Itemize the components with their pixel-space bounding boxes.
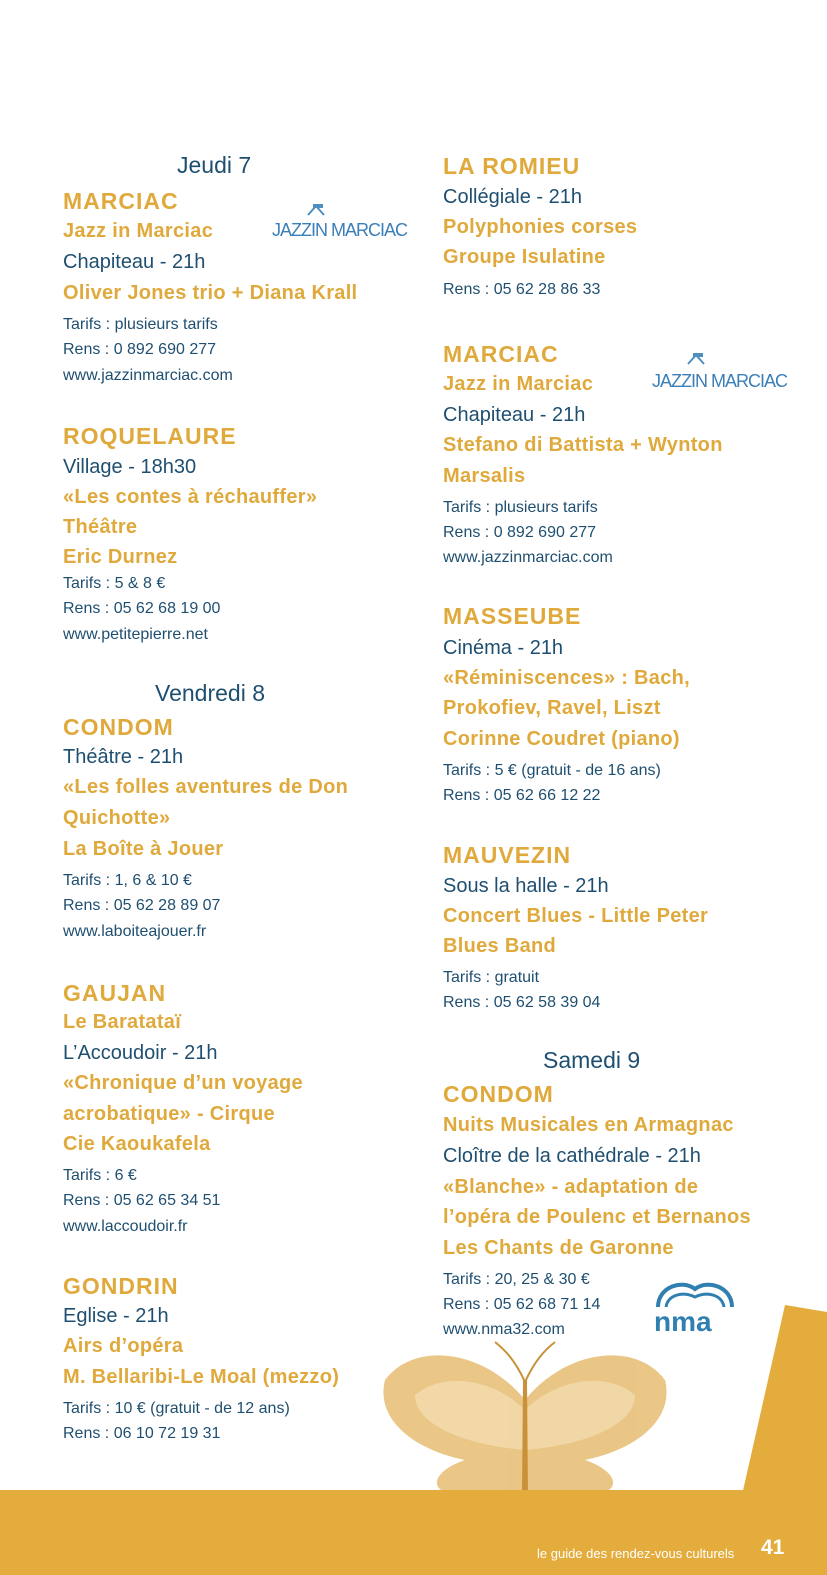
nma-logo <box>652 1279 738 1337</box>
event-venue: Cloître de la cathédrale - 21h <box>443 1145 701 1167</box>
footer-tagline: le guide des rendez-vous culturels <box>537 1546 735 1561</box>
event-line: «Réminiscences» : Bach, <box>443 667 691 689</box>
event-venue: Eglise - 21h <box>63 1305 169 1327</box>
event-tarifs: Tarifs : 6 € <box>63 1167 137 1184</box>
event-rens: Rens : 05 62 65 34 51 <box>63 1192 221 1209</box>
event-line: Corinne Coudret (piano) <box>443 728 680 750</box>
event-venue: Collégiale - 21h <box>443 186 582 208</box>
svg-text:JAZZIN MARCIAC: JAZZIN MARCIAC <box>272 220 408 240</box>
event-rens: Rens : 05 62 66 12 22 <box>443 787 601 804</box>
event-subtitle: Le Baratataï <box>63 1011 182 1033</box>
event-line: Groupe Isulatine <box>443 246 606 268</box>
event-line: «Les folles aventures de Don <box>63 776 349 798</box>
event-city: MARCIAC <box>443 341 559 367</box>
page-number: 41 <box>761 1536 785 1559</box>
event-line: Polyphonies corses <box>443 216 638 238</box>
day-heading: Vendredi 8 <box>155 680 265 706</box>
event-city: GONDRIN <box>63 1273 179 1299</box>
jazz-in-marciac-logo <box>272 203 408 243</box>
day-heading: Jeudi 7 <box>177 152 252 178</box>
event-city: MARCIAC <box>63 188 179 214</box>
event-venue: Sous la halle - 21h <box>443 875 609 897</box>
event-line: M. Bellaribi-Le Moal (mezzo) <box>63 1366 340 1388</box>
event-rens: Rens : 05 62 68 19 00 <box>63 600 221 617</box>
event-website[interactable]: www.laccoudoir.fr <box>63 1218 188 1235</box>
event-rens: Rens : 05 62 68 71 14 <box>443 1296 601 1313</box>
event-line: La Boîte à Jouer <box>63 838 224 860</box>
svg-text:nma: nma <box>654 1306 712 1337</box>
event-city: CONDOM <box>443 1081 554 1107</box>
event-subtitle: Nuits Musicales en Armagnac <box>443 1114 734 1136</box>
event-line: Cie Kaoukafela <box>63 1133 211 1155</box>
event-website[interactable]: www.jazzinmarciac.com <box>63 367 233 384</box>
svg-text:JAZZIN MARCIAC: JAZZIN MARCIAC <box>652 371 788 391</box>
event-line: Théâtre <box>63 516 138 538</box>
event-rens: Rens : 0 892 690 277 <box>443 524 597 541</box>
event-tarifs: Tarifs : 10 € (gratuit - de 12 ans) <box>63 1400 290 1417</box>
footer-bar <box>0 1490 827 1575</box>
event-line: Les Chants de Garonne <box>443 1237 674 1259</box>
event-line: acrobatique» - Cirque <box>63 1103 275 1125</box>
event-tarifs: Tarifs : 20, 25 & 30 € <box>443 1271 590 1288</box>
event-website[interactable]: www.jazzinmarciac.com <box>443 549 613 566</box>
event-line: Marsalis <box>443 465 526 487</box>
event-website[interactable]: www.nma32.com <box>443 1321 565 1338</box>
event-venue: Village - 18h30 <box>63 456 197 478</box>
event-website[interactable]: www.laboiteajouer.fr <box>63 923 207 940</box>
event-website[interactable]: www.petitepierre.net <box>63 626 208 643</box>
day-heading: Samedi 9 <box>543 1047 641 1073</box>
event-city: MASSEUBE <box>443 603 582 629</box>
event-city: GAUJAN <box>63 980 167 1006</box>
event-tarifs: Tarifs : 5 € (gratuit - de 16 ans) <box>443 762 661 779</box>
event-tarifs: Tarifs : 1, 6 & 10 € <box>63 872 192 889</box>
event-venue: L’Accoudoir - 21h <box>63 1042 218 1064</box>
event-line: «Les contes à réchauffer» <box>63 486 318 508</box>
event-tarifs: Tarifs : gratuit <box>443 969 540 986</box>
event-line: Quichotte» <box>63 807 171 829</box>
event-subtitle: Jazz in Marciac <box>63 220 214 242</box>
event-city: LA ROMIEU <box>443 153 581 179</box>
event-city: CONDOM <box>63 714 174 740</box>
event-venue: Théâtre - 21h <box>63 746 184 768</box>
jazz-in-marciac-logo <box>652 352 788 394</box>
event-tarifs: Tarifs : 5 & 8 € <box>63 575 166 592</box>
event-rens: Rens : 05 62 28 89 07 <box>63 897 221 914</box>
event-line: Prokofiev, Ravel, Liszt <box>443 697 661 719</box>
event-subtitle: Jazz in Marciac <box>443 373 594 395</box>
event-venue: Chapiteau - 21h <box>443 404 586 426</box>
event-line: Airs d’opéra <box>63 1335 184 1357</box>
event-venue: Cinéma - 21h <box>443 637 564 659</box>
event-rens: Rens : 0 892 690 277 <box>63 341 217 358</box>
event-line: l’opéra de Poulenc et Bernanos <box>443 1206 751 1228</box>
event-rens: Rens : 06 10 72 19 31 <box>63 1425 221 1442</box>
event-rens: Rens : 05 62 28 86 33 <box>443 281 601 298</box>
event-tarifs: Tarifs : plusieurs tarifs <box>63 316 218 333</box>
event-tarifs: Tarifs : plusieurs tarifs <box>443 499 598 516</box>
event-venue: Chapiteau - 21h <box>63 251 206 273</box>
event-city: MAUVEZIN <box>443 842 572 868</box>
event-line: «Blanche» - adaptation de <box>443 1176 699 1198</box>
event-program: Oliver Jones trio + Diana Krall <box>63 282 358 304</box>
event-line: Concert Blues - Little Peter <box>443 905 709 927</box>
event-city: ROQUELAURE <box>63 423 237 449</box>
event-line: Blues Band <box>443 935 557 957</box>
butterfly-icon <box>375 1340 675 1495</box>
event-line: Stefano di Battista + Wynton <box>443 434 723 456</box>
event-rens: Rens : 05 62 58 39 04 <box>443 994 601 1011</box>
event-line: «Chronique d’un voyage <box>63 1072 303 1094</box>
event-line: Eric Durnez <box>63 546 178 568</box>
